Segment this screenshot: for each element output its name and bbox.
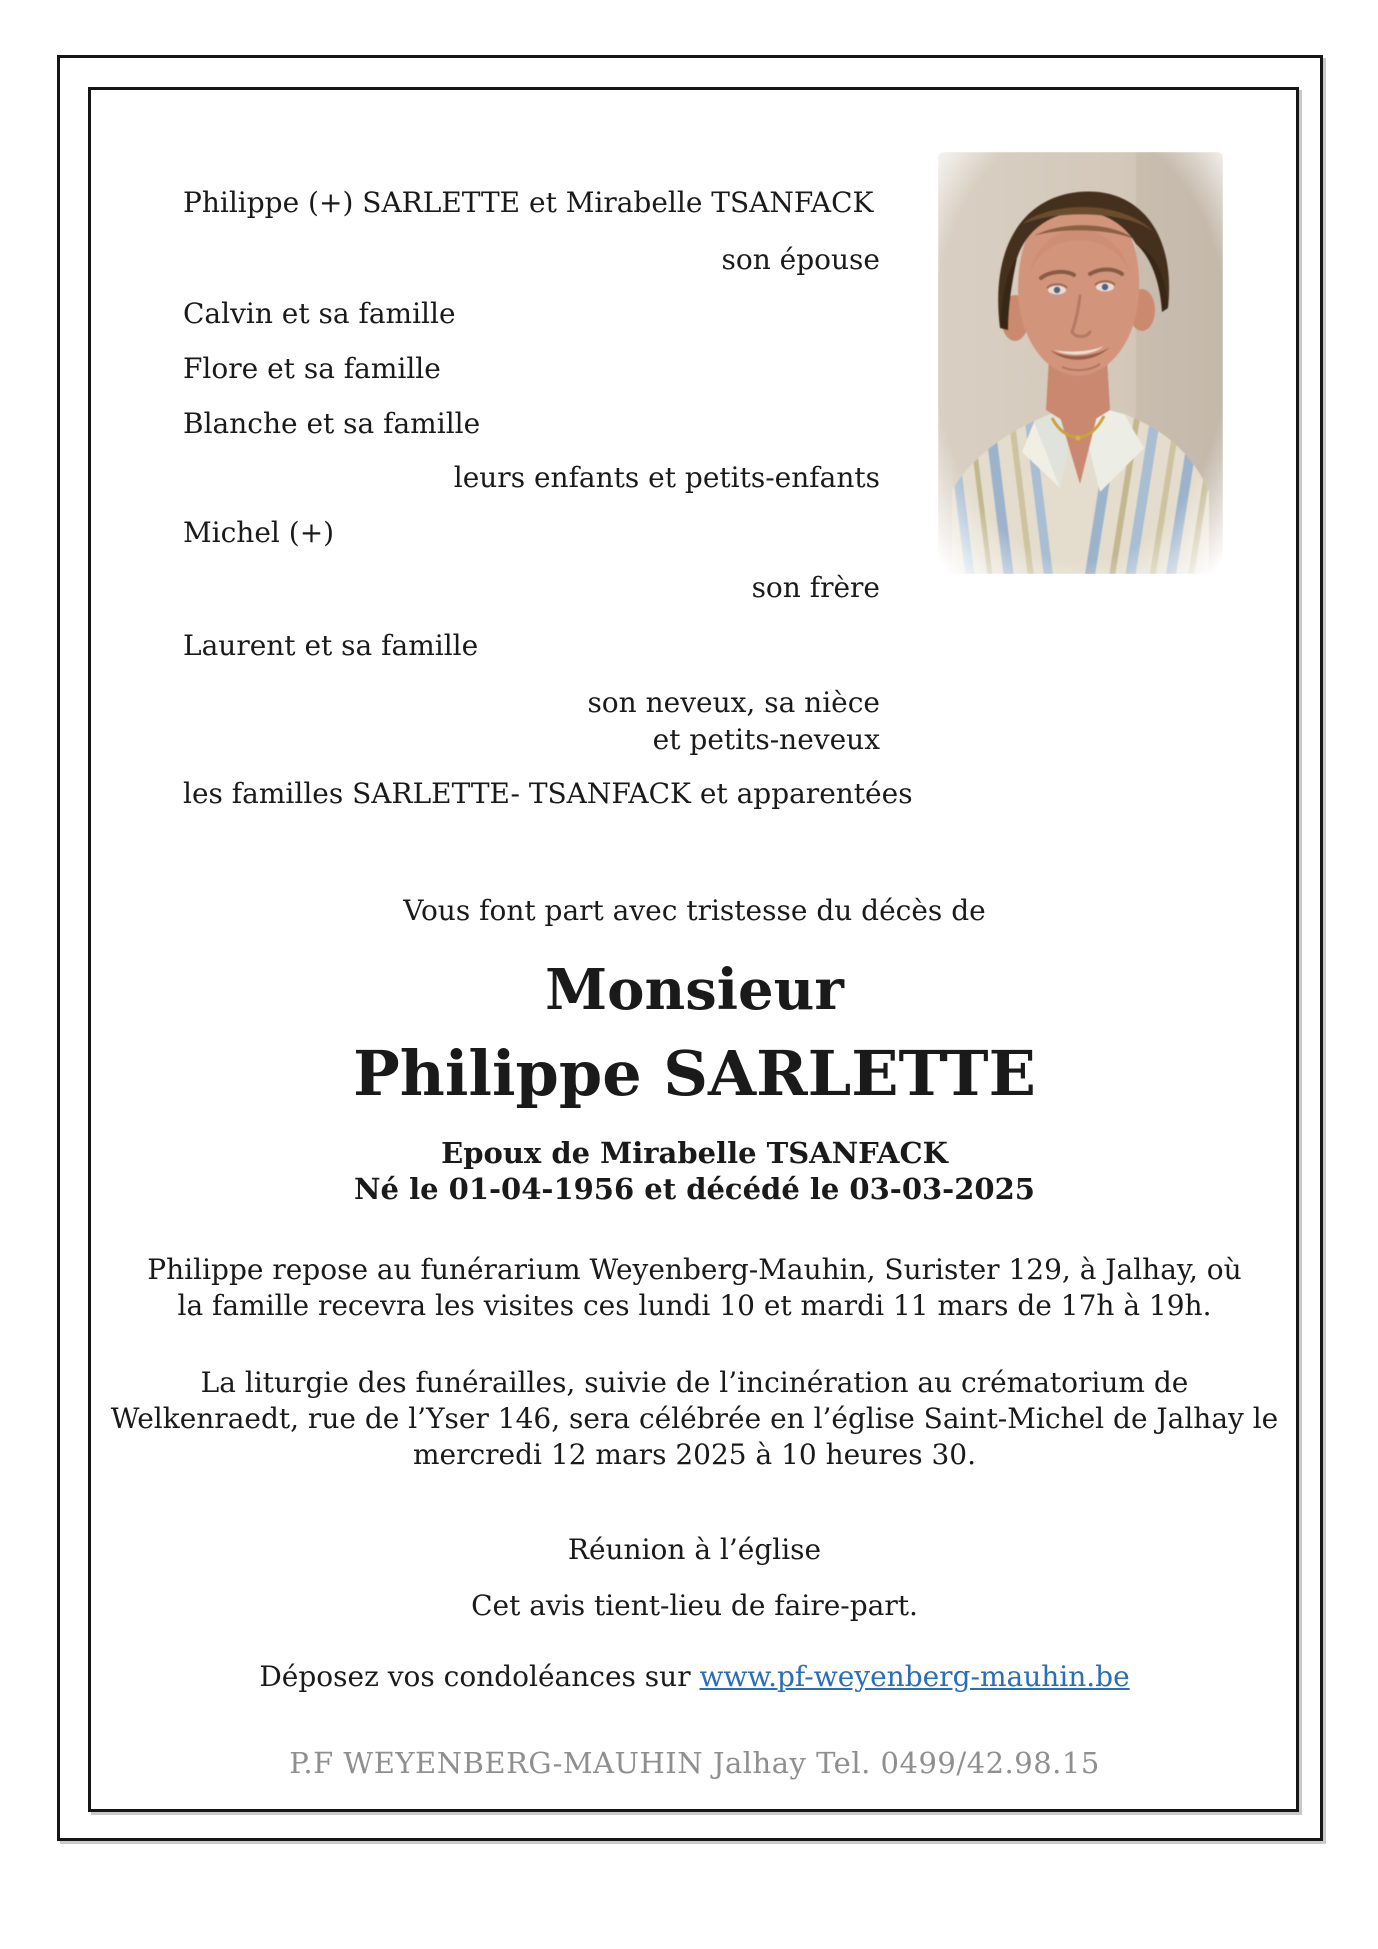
nephews-label-line2: et petits-neveux [652, 723, 880, 756]
condolences-prefix: Déposez vos condoléances sur [259, 1660, 700, 1693]
couple-line: Philippe (+) SARLETTE et Mirabelle TSANFACK [183, 186, 874, 219]
condolences-website-link[interactable]: www.pf-weyenberg-mauhin.be [699, 1660, 1130, 1693]
child-line-flore: Flore et sa famille [183, 352, 441, 385]
children-label: leurs enfants et petits-enfants [453, 461, 880, 494]
child-line-blanche: Blanche et sa famille [183, 407, 481, 440]
repose-line-1: Philippe repose au funérarium Weyenberg-Mauhin, Surister 129, à Jalhay, où [147, 1253, 1242, 1286]
meeting-line: Réunion à l’église [567, 1533, 822, 1566]
spouse-of-line: Epoux de Mirabelle TSANFACK [441, 1136, 948, 1170]
liturgy-line-3: mercredi 12 mars 2025 à 10 heures 30. [412, 1438, 977, 1471]
families-line: les familles SARLETTE- TSANFACK et apparentées [183, 777, 913, 810]
deceased-name: Philippe SARLETTE [353, 1037, 1036, 1110]
notice-line: Cet avis tient-lieu de faire-part. [471, 1589, 918, 1622]
nephew-family-line: Laurent et sa famille [183, 629, 479, 662]
birth-death-dates: Né le 01-04-1956 et décédé le 03-03-2025 [354, 1172, 1035, 1206]
liturgy-line-1: La liturgie des funérailles, suivie de l’incinération au crématorium de [200, 1366, 1189, 1399]
liturgy-line-2: Welkenraedt, rue de l’Yser 146, sera célébrée en l’église Saint-Michel de Jalhay le [110, 1402, 1279, 1435]
condolences-line [88, 1660, 1301, 1694]
nephews-label-line1: son neveux, sa nièce [587, 686, 880, 719]
title-monsieur: Monsieur [545, 957, 844, 1023]
portrait-illustration [938, 152, 1223, 574]
funeral-home-footer: P.F WEYENBERG-MAUHIN Jalhay Tel. 0499/42.98.15 [289, 1746, 1100, 1780]
child-line-calvin: Calvin et sa famille [183, 297, 456, 330]
brother-line: Michel (+) [183, 516, 335, 549]
deceased-portrait-photo [938, 152, 1223, 574]
brother-label: son frère [751, 571, 880, 604]
announcement-intro: Vous font part avec tristesse du décès de [403, 894, 986, 927]
repose-line-2: la famille recevra les visites ces lundi 10 et mardi 11 mars de 17h à 19h. [177, 1289, 1212, 1322]
spouse-label: son épouse [721, 243, 880, 276]
